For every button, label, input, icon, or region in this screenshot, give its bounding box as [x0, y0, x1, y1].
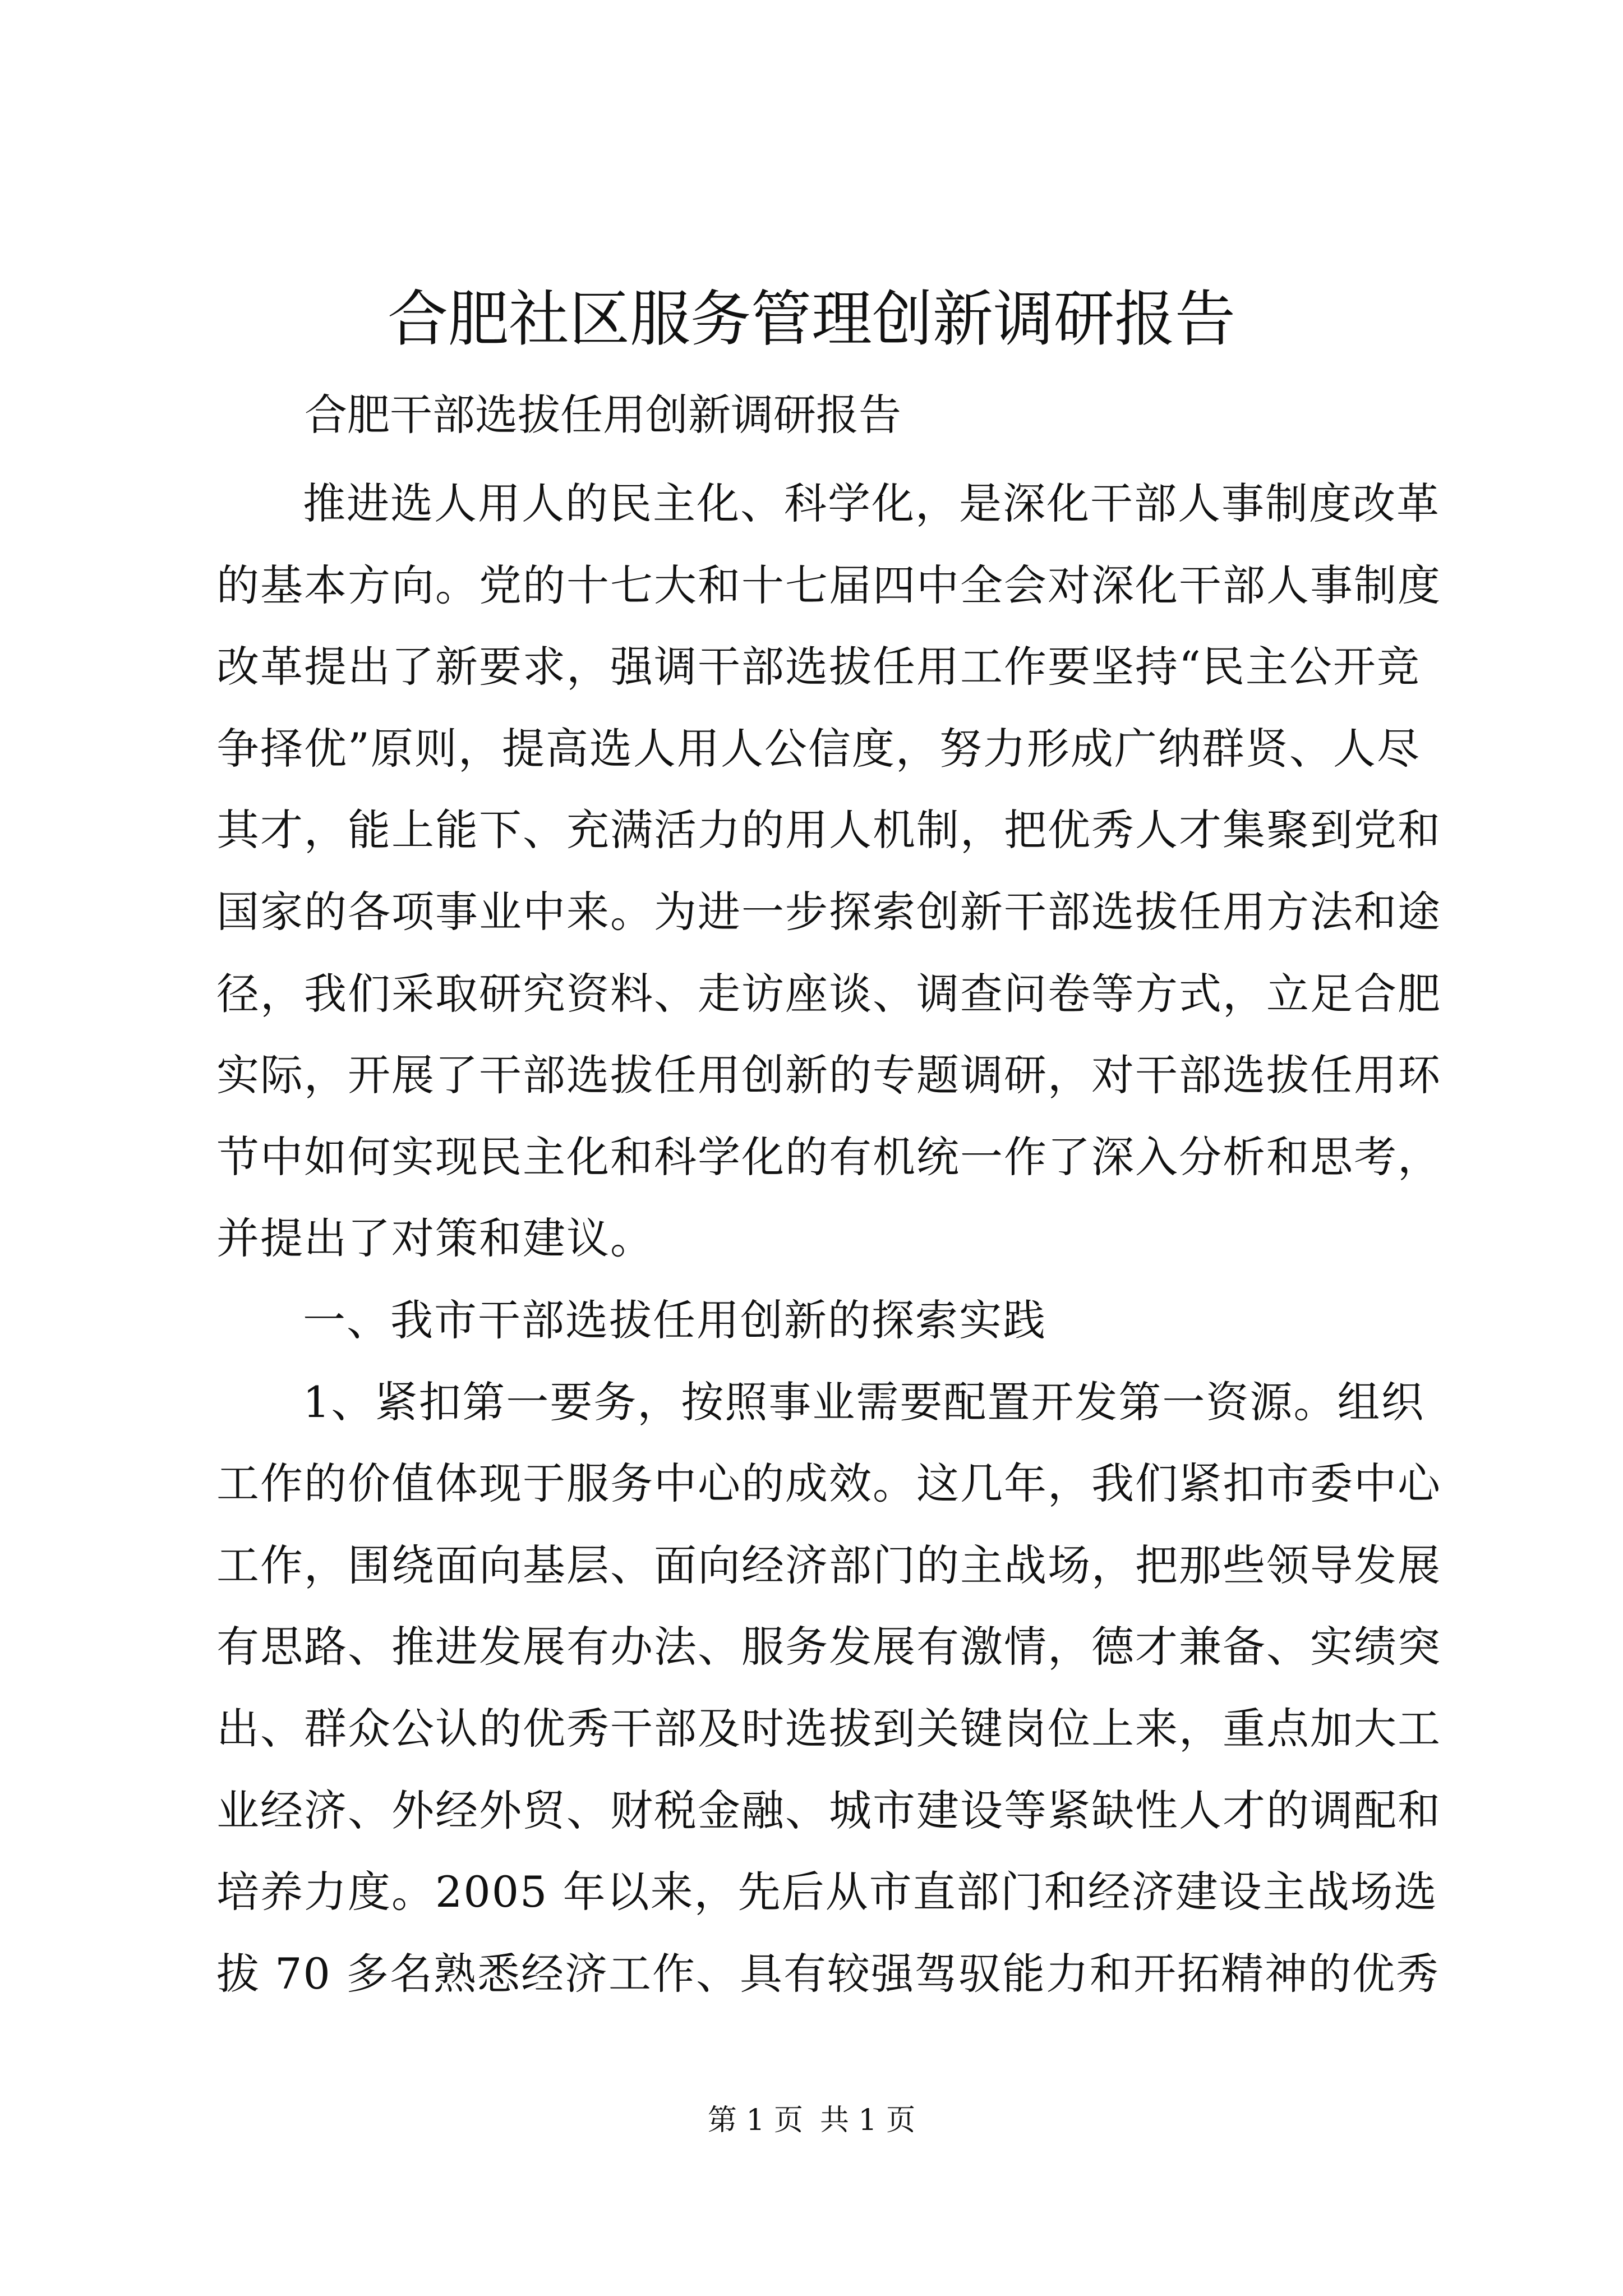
body-line: 并提出了对策和建议。	[216, 1213, 654, 1264]
body-line: 其才，能上能下、充满活力的用人机制，把优秀人才集聚到党和	[216, 805, 1441, 855]
body-line: 出、群众公认的优秀干部及时选拔到关键岗位上来，重点加大工	[216, 1703, 1441, 1754]
body-line: 有思路、推进发展有办法、服务发展有激情，德才兼备、实绩突	[216, 1622, 1441, 1672]
body-line: 实际，开展了干部选拔任用创新的专题调研，对干部选拔任用环	[216, 1050, 1441, 1101]
document-body	[216, 463, 1441, 2014]
body-line: 推进选人用人的民主化、科学化，是深化干部人事制度改革	[303, 478, 1440, 528]
body-line: 国家的各项事业中来。为进一步探索创新干部选拔任用方法和途	[216, 886, 1441, 937]
body-line: 改革提出了新要求，强调干部选拔任用工作要坚持“民主公开竞	[216, 642, 1421, 692]
body-line: 培养力度。2005 年以来，先后从市直部门和经济建设主战场选	[216, 1867, 1438, 1917]
body-line: 节中如何实现民主化和科学化的有机统一作了深入分析和思考，	[216, 1131, 1441, 1182]
body-line: 拔 70 多名熟悉经济工作、具有较强驾驭能力和开拓精神的优秀	[216, 1948, 1440, 1999]
body-line: 业经济、外经外贸、财税金融、城市建设等紧缺性人才的调配和	[216, 1785, 1441, 1835]
body-line: 1、紧扣第一要务，按照事业需要配置开发第一资源。组织	[303, 1377, 1425, 1427]
body-line: 争择优”原则，提高选人用人公信度，努力形成广纳群贤、人尽	[216, 723, 1421, 774]
body-line: 工作，围绕面向基层、面向经济部门的主战场，把那些领导发展	[216, 1540, 1441, 1590]
section-heading: 一、我市干部选拔任用创新的探索实践	[303, 1295, 1046, 1345]
page-title: 合肥社区服务管理创新调研报告	[387, 284, 1235, 355]
page-number: 第 1 页	[707, 2104, 803, 2137]
body-line: 径，我们采取研究资料、走访座谈、调查问卷等方式，立足合肥	[216, 968, 1441, 1019]
page-total: 共 1 页	[820, 2104, 916, 2137]
body-line: 的基本方向。党的十七大和十七届四中全会对深化干部人事制度	[216, 560, 1441, 610]
document-subtitle: 合肥干部选拔任用创新调研报告	[305, 390, 901, 440]
page-footer	[0, 2098, 1623, 2143]
body-line: 工作的价值体现于服务中心的成效。这几年，我们紧扣市委中心	[216, 1458, 1441, 1509]
